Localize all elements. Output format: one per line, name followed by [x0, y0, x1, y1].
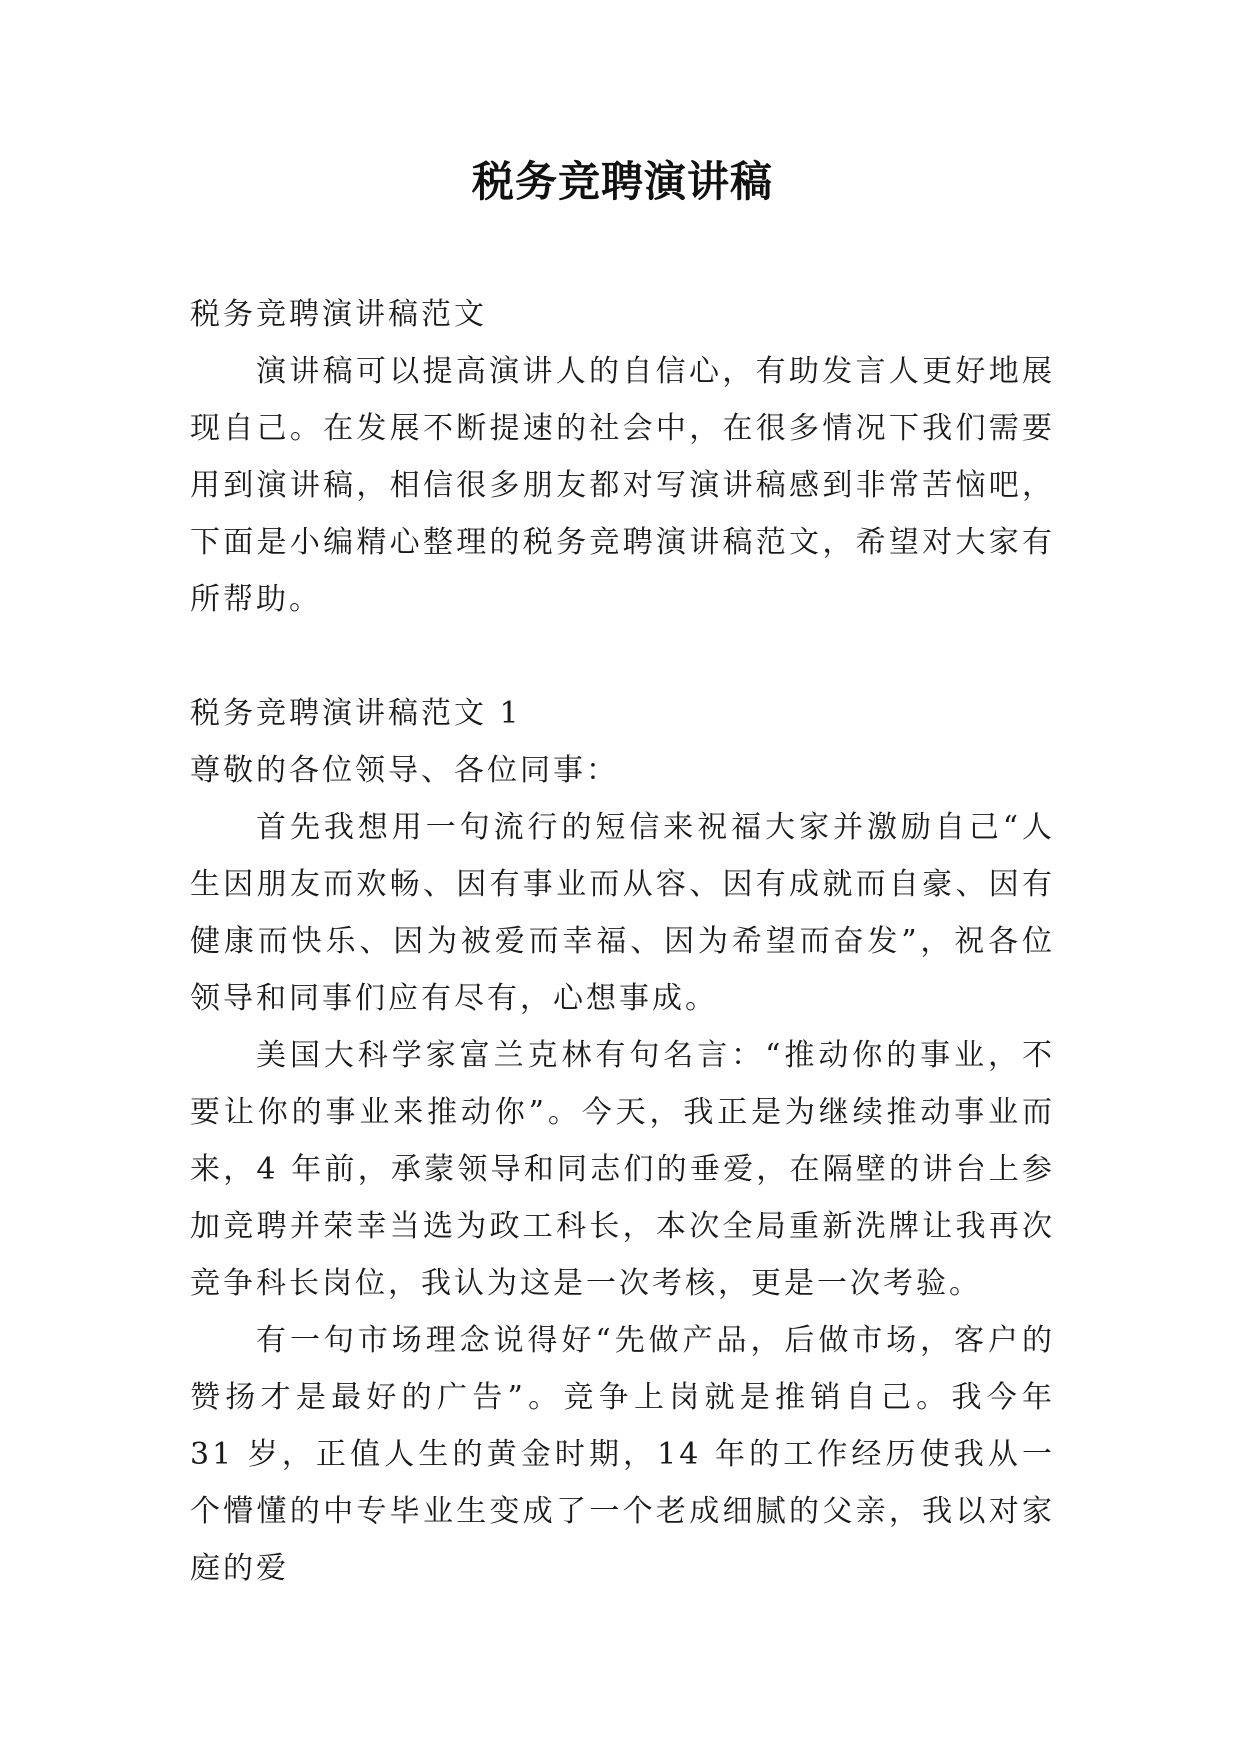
body-paragraph: 首先我想用一句流行的短信来祝福大家并激励自己“人生因朋友而欢畅、因有事业而从容、因有成就而自豪、因有健康而快乐、因为被爱而幸福、因为希望而奋发”，祝各位领导和同事们应有尽有，心想事成。	[190, 810, 1055, 1016]
body-paragraph: 有一句市场理念说得好“先做产品，后做市场，客户的赞扬才是最好的广告”。竞争上岗就是推销自己。我今年 31 岁，正值人生的黄金时期，14 年的工作经历使我从一个懵懂的中专毕业生变成了一个老成细腻的父亲，我以对家庭的爱	[190, 1323, 1055, 1586]
document-title: 税务竞聘演讲稿	[471, 157, 773, 206]
section-heading: 税务竞聘演讲稿范文 1	[190, 696, 522, 731]
subtitle-line: 税务竞聘演讲稿范文	[190, 297, 487, 332]
section-spacer	[190, 628, 1055, 685]
body-paragraph: 美国大科学家富兰克林有句名言：“推动你的事业，不要让你的事业来推动你”。今天，我正是为继续推动事业而来，4 年前，承蒙领导和同志们的垂爱，在隔壁的讲台上参加竞聘并荣幸当选为政工科长，本次全局重新洗牌让我再次竞争科长岗位，我认为这是一次考核，更是一次考验。	[190, 1038, 1055, 1301]
intro-paragraph: 演讲稿可以提高演讲人的自信心，有助发言人更好地展现自己。在发展不断提速的社会中，在很多情况下我们需要用到演讲稿，相信很多朋友都对写演讲稿感到非常苦恼吧，下面是小编精心整理的税务竞聘演讲稿范文，希望对大家有所帮助。	[190, 354, 1055, 617]
salutation: 尊敬的各位领导、各位同事：	[190, 753, 619, 788]
document-body	[190, 286, 1055, 1597]
